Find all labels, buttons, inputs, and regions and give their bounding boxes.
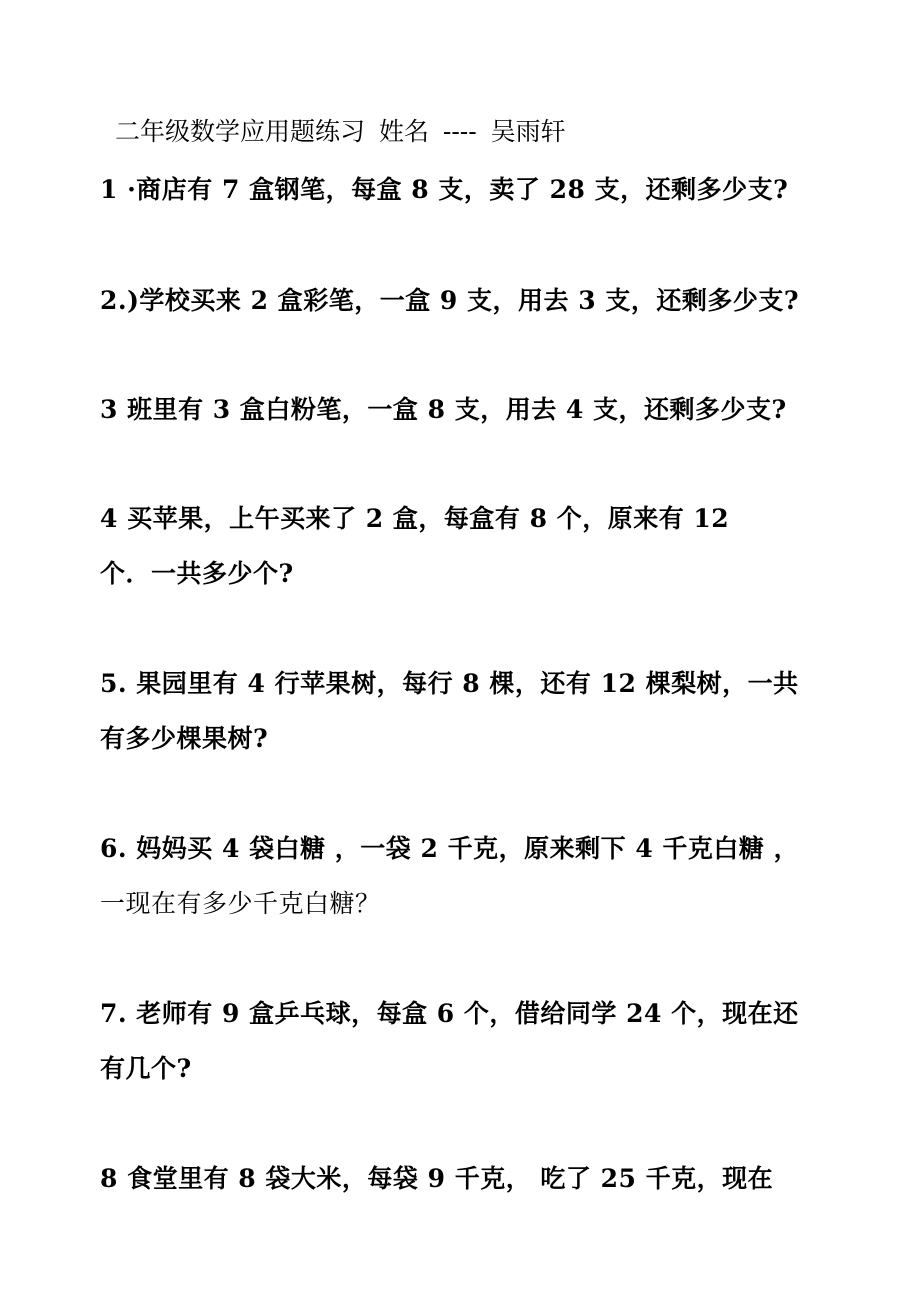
- question-5-line-2: 有多少棵果树?: [100, 724, 269, 753]
- question-7-line-1: 7. 老师有 9 盒乒乓球，每盒 6 个，借给同学 24 个，现在还: [100, 999, 799, 1028]
- question-8-line-1: 8 食堂里有 8 袋大米，每袋 9 千克， 吃了 25 千克，现在: [100, 1164, 774, 1193]
- question-3: 3 班里有 3 盒白粉笔，一盒 8 支，用去 4 支，还剩多少支?: [100, 395, 787, 424]
- question-7-line-2: 有几个?: [100, 1054, 192, 1083]
- question-5-line-1: 5. 果园里有 4 行苹果树，每行 8 棵，还有 12 棵梨树，一共: [100, 669, 799, 698]
- worksheet-title: 二年级数学应用题练习 姓名 ---- 吴雨轩: [115, 117, 566, 146]
- question-6-line-1: 6. 妈妈买 4 袋白糖 ，一袋 2 千克，原来剩下 4 千克白糖 ，: [100, 834, 800, 863]
- question-2: 2.)学校买来 2 盒彩笔，一盒 9 支，用去 3 支，还剩多少支?: [100, 286, 799, 315]
- question-6-line-2: 一现在有多少千克白糖？: [100, 889, 381, 918]
- question-4-line-1: 4 买苹果，上午买来了 2 盒，每盒有 8 个，原来有 12: [100, 504, 730, 533]
- question-1: 1 ·商店有 7 盒钢笔，每盒 8 支，卖了 28 支，还剩多少支?: [100, 175, 789, 204]
- question-4-line-2: 个．一共多少个?: [100, 559, 294, 588]
